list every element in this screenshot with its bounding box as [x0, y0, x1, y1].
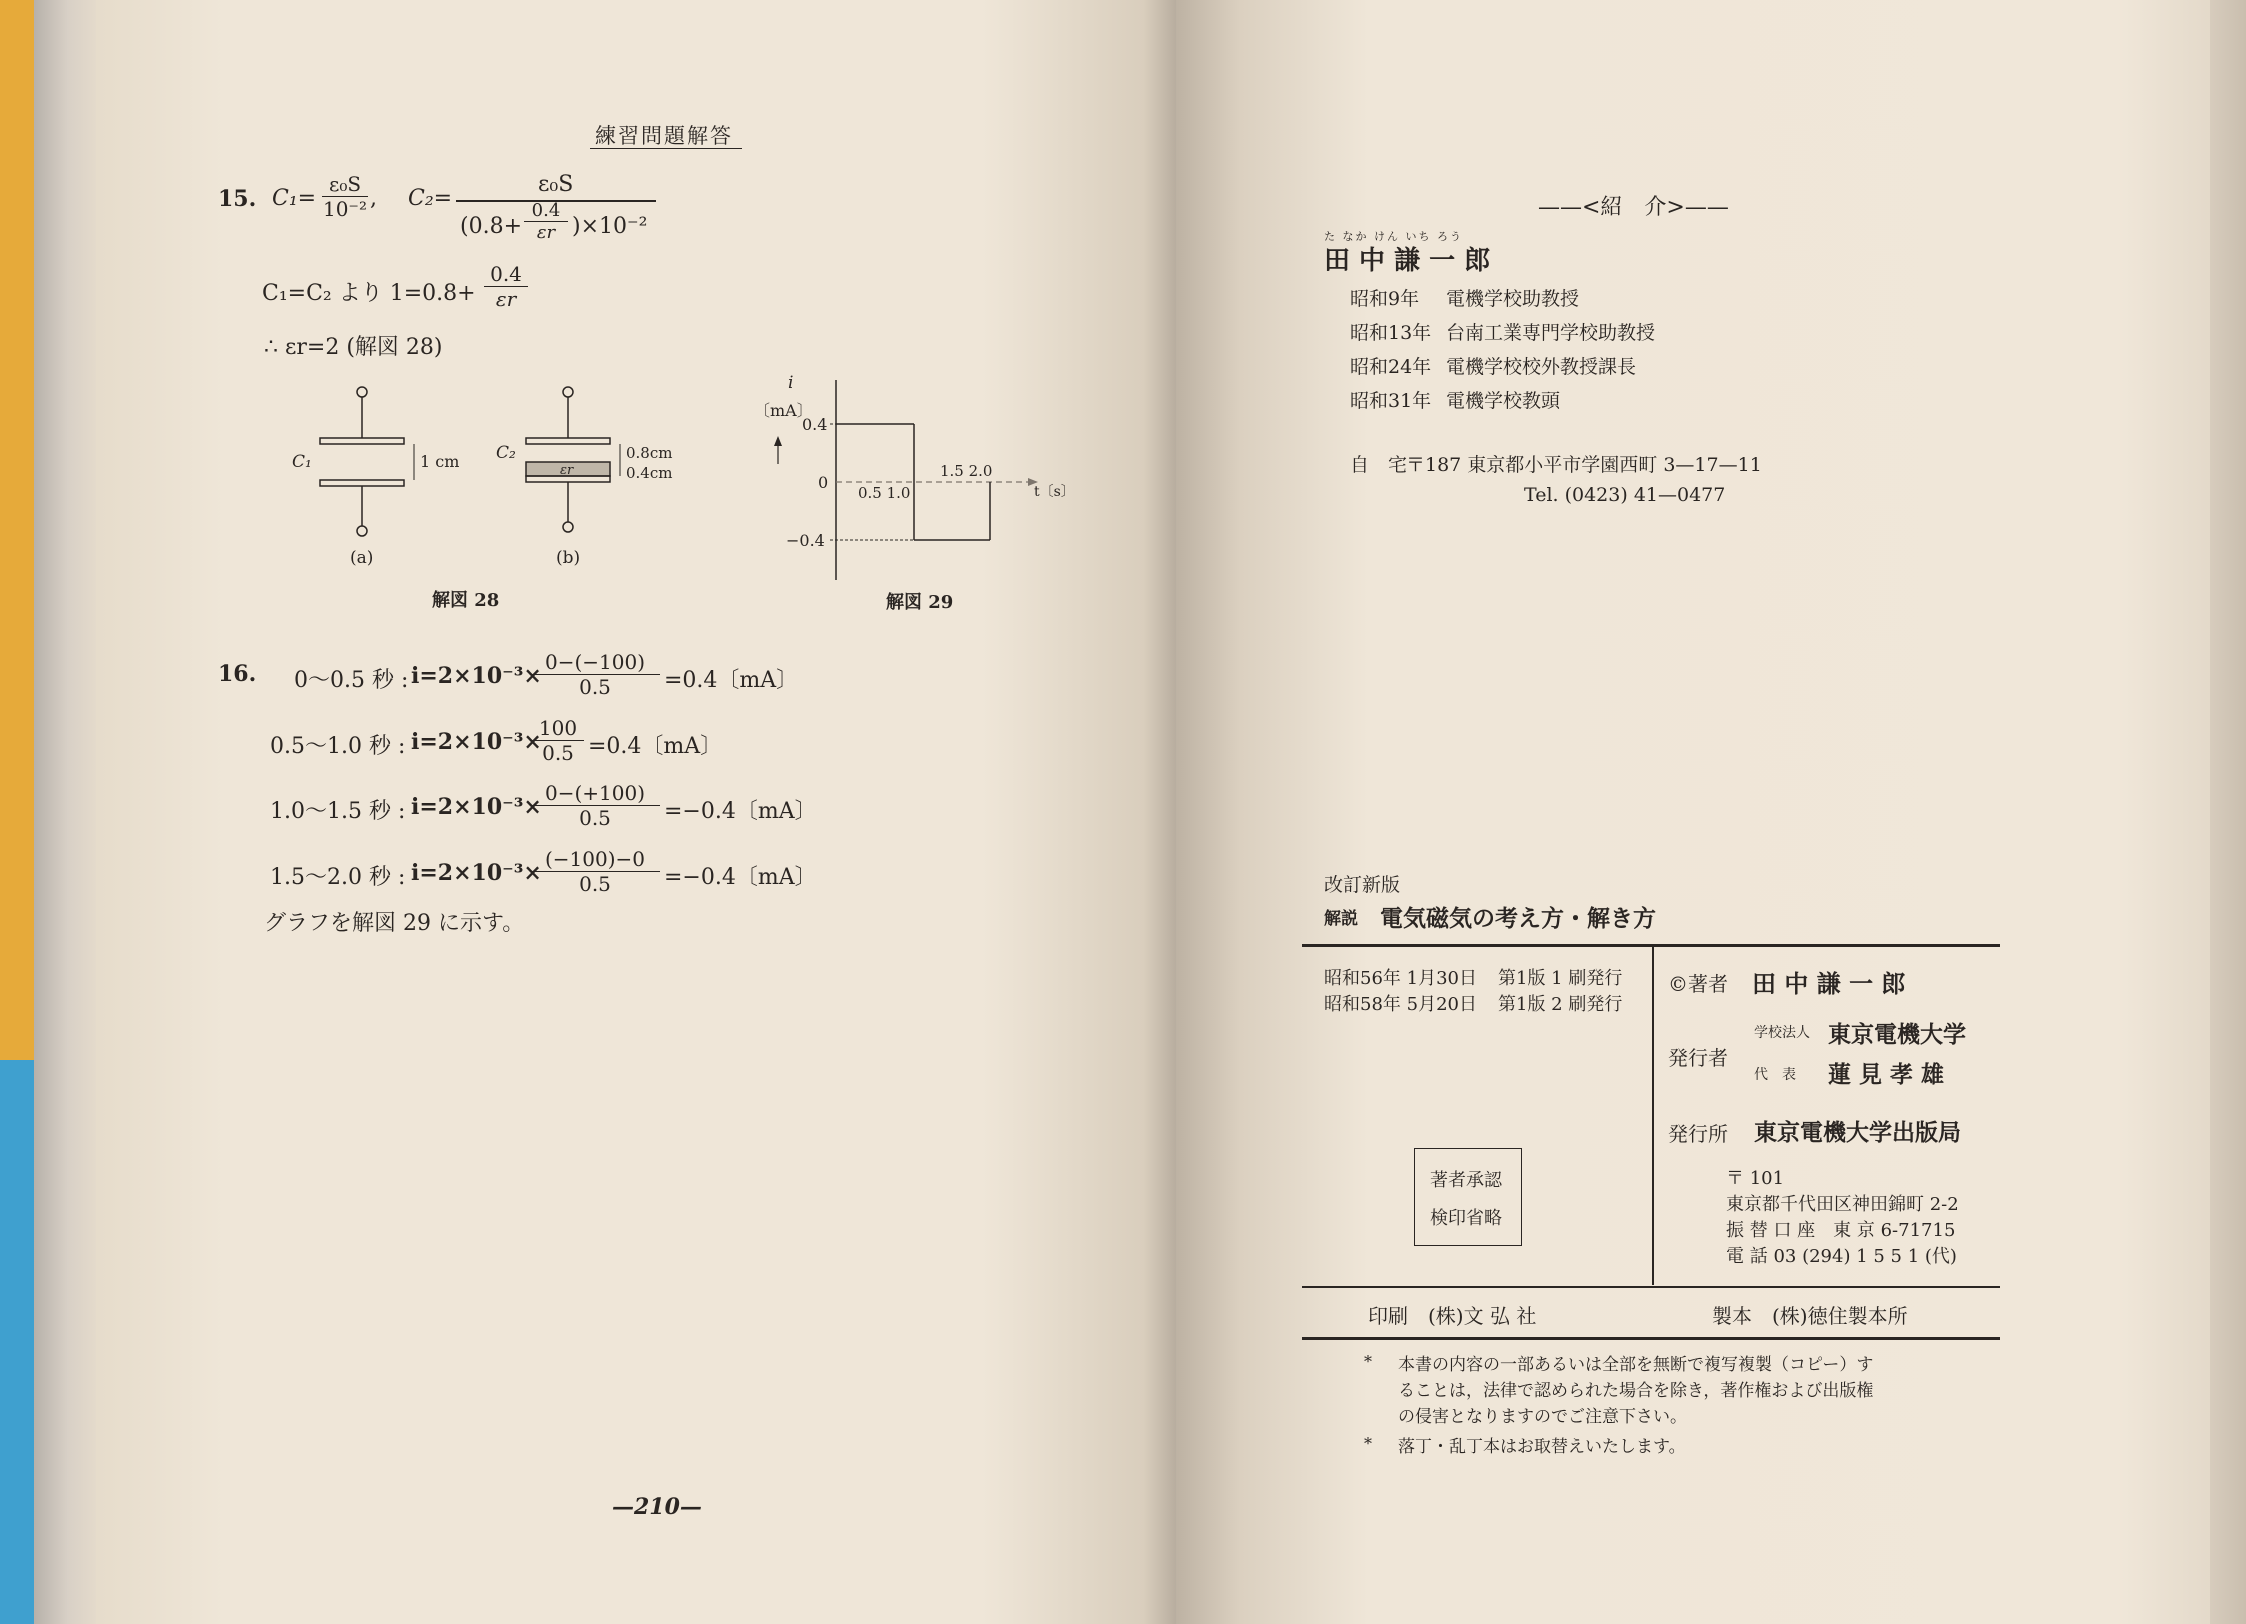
terminal-b-bottom — [563, 522, 573, 532]
press-transfer: 振 替 口 座 東 京 6-71715 — [1726, 1220, 1956, 1241]
c1-numerator: ε₀S — [322, 172, 368, 197]
figure-29 — [750, 372, 1080, 622]
career-year-3: 昭和24年 — [1350, 356, 1432, 378]
career-role-3: 電機学校校外教授課長 — [1446, 356, 1637, 378]
y-tick-label-2: −0.4 — [786, 531, 825, 550]
pub-edition-2: 第1版 2 刷発行 — [1498, 994, 1623, 1015]
p16-row-4-fraction — [530, 847, 660, 896]
figure-28 — [280, 378, 700, 618]
binder: 製本 (株)徳住製本所 — [1712, 1304, 1908, 1328]
p16-row-1-den: 0.5 — [579, 675, 611, 699]
press-postal: 〒 101 — [1726, 1168, 1785, 1189]
dim-08cm: 0.8cm — [626, 444, 673, 462]
publisher-rep-small: 代 表 — [1754, 1067, 1796, 1083]
p16-row-3-pre: i=2×10⁻³× — [411, 794, 542, 820]
figure-28-caption: 解図 28 — [432, 590, 500, 611]
plate-a-top — [320, 438, 404, 444]
c1-fraction — [322, 172, 368, 221]
plate-a-bottom — [320, 480, 404, 486]
home-tel: Tel. (0423) 41—0477 — [1524, 484, 1726, 506]
publisher-rep: 蓮 見 孝 雄 — [1828, 1061, 1945, 1088]
label-b: (b) — [556, 548, 581, 568]
author-ruby: た なか けん いち ろう — [1324, 230, 1463, 243]
eps-r-label: εr — [560, 463, 574, 478]
press-address: 東京都千代田区神田錦町 2-2 — [1726, 1194, 1959, 1215]
p16-row-4-den: 0.5 — [579, 872, 611, 896]
c2-numerator: ε₀S — [538, 172, 574, 197]
author-value: 田 中 謙 一 郎 — [1752, 969, 1906, 998]
x-tick-labels-left: 0.5 1.0 — [858, 484, 911, 502]
p16-row-4-num: (−100)−0 — [530, 847, 660, 872]
approval-stamp-box — [1414, 1148, 1522, 1246]
p16-row-4-range: 1.5～2.0 秒 : — [270, 865, 406, 890]
c2-inner-numerator: 0.4 — [524, 200, 568, 222]
publisher-org: 東京電機大学 — [1828, 1021, 1966, 1048]
edition-note: 改訂新版 — [1324, 874, 1401, 896]
x-tick-labels-right: 1.5 2.0 — [940, 462, 993, 480]
note-bullet-1: * — [1364, 1352, 1372, 1371]
y-label-unit: 〔mA〕 — [754, 401, 813, 420]
pub-edition-1: 第1版 1 刷発行 — [1498, 968, 1623, 989]
terminal-a-bottom — [357, 526, 367, 536]
note-line-1: 本書の内容の一部あるいは全部を無断で複写複製（コピー）す — [1398, 1355, 1874, 1375]
note-line-2: ることは，法律で認められた場合を除き，著作権および出版権 — [1398, 1381, 1874, 1401]
p16-row-1-range: 0～0.5 秒 : — [294, 668, 409, 693]
note-bullet-2: * — [1364, 1434, 1372, 1453]
dim-04cm: 0.4cm — [626, 464, 673, 482]
book-edge-blue — [0, 1060, 34, 1624]
author-label: ©著者 — [1668, 972, 1728, 996]
p16-row-1-post: =0.4〔mA〕 — [664, 668, 799, 693]
career-role-2: 台南工業専門学校助教授 — [1446, 322, 1656, 344]
terminal-b-top — [563, 387, 573, 397]
career-year-2: 昭和13年 — [1350, 322, 1432, 344]
publisher-org-small: 学校法人 — [1754, 1025, 1810, 1041]
pub-date-1: 昭和56年 1月30日 — [1324, 968, 1477, 989]
note-line-3: の侵害となりますのでご注意下さい。 — [1398, 1407, 1687, 1427]
y-arrow-head — [774, 436, 782, 446]
career-year-1: 昭和9年 — [1350, 288, 1420, 310]
colophon-top-rule — [1302, 944, 2000, 947]
conclusion-15: ∴ εr=2 (解図 28) — [264, 335, 443, 360]
p16-row-3-range: 1.0～1.5 秒 : — [270, 799, 406, 824]
p16-row-2-num: 100 — [532, 716, 584, 741]
career-role-4: 電機学校教頭 — [1446, 390, 1561, 412]
p16-row-3-den: 0.5 — [579, 806, 611, 830]
press-phone: 電 話 03 (294) 1 5 5 1 (代) — [1726, 1246, 1957, 1267]
terminal-a-top — [357, 387, 367, 397]
book-title: 電気磁気の考え方・解き方 — [1380, 905, 1656, 932]
p16-row-1-num: 0−(−100) — [530, 650, 660, 675]
p16-row-2-post: =0.4〔mA〕 — [588, 734, 723, 759]
home-address: 〒187 東京都小平市学園西町 3—17—11 — [1406, 454, 1762, 476]
book-edge-yellow — [0, 0, 34, 1060]
p16-row-3-fraction — [530, 781, 660, 830]
c1-label: C₁ — [292, 452, 312, 472]
book-edge-shadow — [34, 0, 96, 1624]
title-prefix: 解説 — [1324, 909, 1358, 929]
label-a: (a) — [350, 548, 374, 568]
equality-numerator: 0.4 — [484, 262, 528, 287]
book-edge-right — [2210, 0, 2246, 1624]
colophon-divider — [1652, 947, 1654, 1285]
problem-16-number: 16. — [218, 661, 257, 687]
page-number: —210— — [612, 1494, 702, 1520]
dim-1cm: 1 cm — [420, 452, 460, 471]
c1-denominator: 10⁻² — [322, 197, 368, 221]
note-line-4: 落丁・乱丁本はお取替えいたします。 — [1398, 1437, 1686, 1457]
problem-15-number: 15. — [218, 186, 257, 212]
p16-row-2-pre: i=2×10⁻³× — [411, 729, 542, 755]
x-axis-label: t〔s〕 — [1034, 484, 1075, 500]
equality-line: C₁=C₂ より 1=0.8+ — [262, 281, 476, 306]
p16-row-1-fraction — [530, 650, 660, 699]
c2-label: C₂ — [496, 443, 516, 463]
colophon-bottom-rule — [1302, 1337, 2000, 1340]
c2-paren-open: (0.8+ — [460, 214, 523, 239]
p16-row-2-range: 0.5～1.0 秒 : — [270, 734, 406, 759]
printer: 印刷 (株)文 弘 社 — [1368, 1304, 1537, 1328]
p16-row-4-pre: i=2×10⁻³× — [411, 860, 542, 886]
press-label: 発行所 — [1668, 1122, 1728, 1146]
c2-inner-fraction — [524, 200, 568, 243]
intro-heading: ——<紹 介>—— — [1538, 195, 1729, 220]
p16-row-1-pre: i=2×10⁻³× — [411, 663, 542, 689]
p16-row-2-fraction — [532, 716, 584, 765]
c1-separator: , — [370, 186, 377, 211]
colophon-mid-rule — [1302, 1286, 2000, 1288]
y-tick-label-1: 0 — [818, 473, 829, 492]
y-label-i: i — [788, 373, 794, 393]
stamp-line-2: 検印省略 — [1430, 1208, 1502, 1229]
plate-b-top — [526, 438, 610, 444]
c2-paren-close: )×10⁻² — [572, 214, 648, 239]
page-header: 練習問題解答 — [595, 124, 733, 148]
y-tick-label-0: 0.4 — [802, 415, 828, 434]
p16-row-3-num: 0−(+100) — [530, 781, 660, 806]
publisher-label: 発行者 — [1668, 1046, 1728, 1070]
c1-lhs: C₁= — [272, 186, 317, 211]
stamp-line-1: 著者承認 — [1430, 1170, 1502, 1191]
career-year-4: 昭和31年 — [1350, 390, 1432, 412]
conclusion-16: グラフを解図 29 に示す。 — [264, 911, 525, 936]
c2-lhs: C₂= — [408, 186, 453, 211]
press-name: 東京電機大学出版局 — [1754, 1119, 1961, 1146]
home-label: 自 宅 — [1350, 454, 1408, 476]
equality-fraction — [484, 262, 528, 311]
equality-denominator: εr — [495, 287, 517, 311]
p16-row-2-den: 0.5 — [542, 741, 574, 765]
career-role-1: 電機学校助教授 — [1446, 288, 1580, 310]
header-underline — [590, 148, 742, 149]
c2-inner-denominator: εr — [536, 222, 556, 243]
pub-date-2: 昭和58年 5月20日 — [1324, 994, 1477, 1015]
p16-row-4-post: =−0.4〔mA〕 — [664, 865, 817, 890]
p16-row-3-post: =−0.4〔mA〕 — [664, 799, 817, 824]
author-name-heading: 田 中 謙 一 郎 — [1324, 246, 1491, 276]
figure-29-caption: 解図 29 — [886, 592, 954, 613]
